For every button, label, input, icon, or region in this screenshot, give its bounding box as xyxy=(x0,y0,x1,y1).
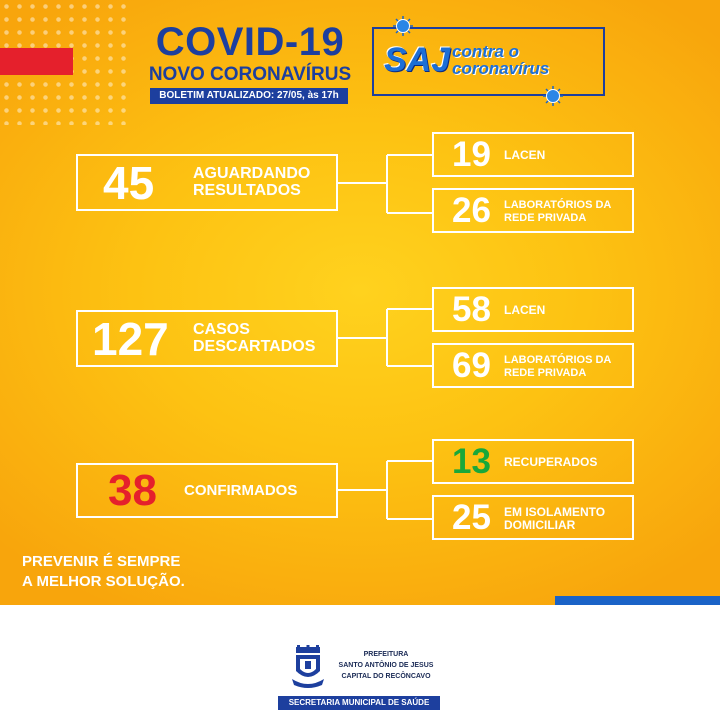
confirmed-label: CONFIRMADOS xyxy=(184,482,298,499)
campaign-saj: SAJ xyxy=(384,41,451,79)
confirmed-box xyxy=(76,463,338,518)
recovered-value: 13 xyxy=(452,442,491,481)
awaiting-total: 45 xyxy=(103,157,155,209)
isolation-box xyxy=(432,495,634,540)
awaiting-private-value: 26 xyxy=(452,191,491,230)
discarded-private-label-line1: LABORATÓRIOS DA xyxy=(504,354,612,366)
confirmed-total: 38 xyxy=(108,466,157,515)
recovered-label: RECUPERADOS xyxy=(504,455,598,469)
awaiting-private-label-line1: LABORATÓRIOS DA xyxy=(504,199,612,211)
discarded-label xyxy=(193,321,315,355)
awaiting-private-label xyxy=(504,199,611,225)
discarded-private-value: 69 xyxy=(452,346,491,385)
footer-line3: CAPITAL DO RECÔNCAVO xyxy=(341,673,431,680)
secretariat-bar: SECRETARIA MUNICIPAL DE SAÚDE xyxy=(278,696,440,710)
isolation-label-line2: DOMICILIAR xyxy=(504,518,576,532)
isolation-label-line1: EM ISOLAMENTO xyxy=(504,505,606,519)
discarded-private-label xyxy=(504,354,611,380)
discarded-lacen-box xyxy=(432,287,634,332)
city-crest-icon xyxy=(290,645,326,689)
discarded-lacen-label: LACEN xyxy=(504,303,546,317)
discarded-private-box xyxy=(432,343,634,388)
page-title: COVID-19 xyxy=(155,20,345,64)
awaiting-private-label-line2: REDE PRIVADA xyxy=(504,212,587,224)
awaiting-label-line1: AGUARDANDO xyxy=(193,165,311,182)
awaiting-label-line2: RESULTADOS xyxy=(193,182,301,199)
isolation-label xyxy=(504,506,605,532)
footer-logo xyxy=(278,645,440,715)
discarded-label-line2: DESCARTADOS xyxy=(193,338,316,355)
awaiting-lacen-value: 19 xyxy=(452,135,491,174)
bulletin-update: BOLETIM ATUALIZADO: 27/05, às 17h xyxy=(150,88,348,104)
discarded-total: 127 xyxy=(92,313,169,365)
awaiting-lacen-box xyxy=(432,132,634,177)
recovered-box xyxy=(432,439,634,484)
discarded-lacen-value: 58 xyxy=(452,290,491,329)
blue-accent-bar xyxy=(555,596,720,605)
awaiting-results-box xyxy=(76,154,338,211)
campaign-line1: contra o xyxy=(452,42,520,61)
footer-line2: SANTO ANTÔNIO DE JESUS xyxy=(338,662,434,669)
campaign-line2: coronavírus xyxy=(452,59,550,78)
awaiting-private-box xyxy=(432,188,634,233)
discarded-label-line1: CASOS xyxy=(193,321,250,338)
slogan xyxy=(22,552,185,592)
slogan-line1: PREVENIR É SEMPRE xyxy=(22,553,181,570)
page-subtitle: NOVO CORONAVÍRUS xyxy=(148,64,352,85)
isolation-value: 25 xyxy=(452,498,491,537)
awaiting-label xyxy=(193,165,310,199)
awaiting-lacen-label: LACEN xyxy=(504,148,546,162)
footer-line1: PREFEITURA xyxy=(363,651,409,658)
prefeitura-text xyxy=(334,649,438,682)
discarded-private-label-line2: REDE PRIVADA xyxy=(504,367,587,379)
slogan-line2: A MELHOR SOLUÇÃO. xyxy=(22,573,185,590)
discarded-cases-box xyxy=(76,310,338,367)
